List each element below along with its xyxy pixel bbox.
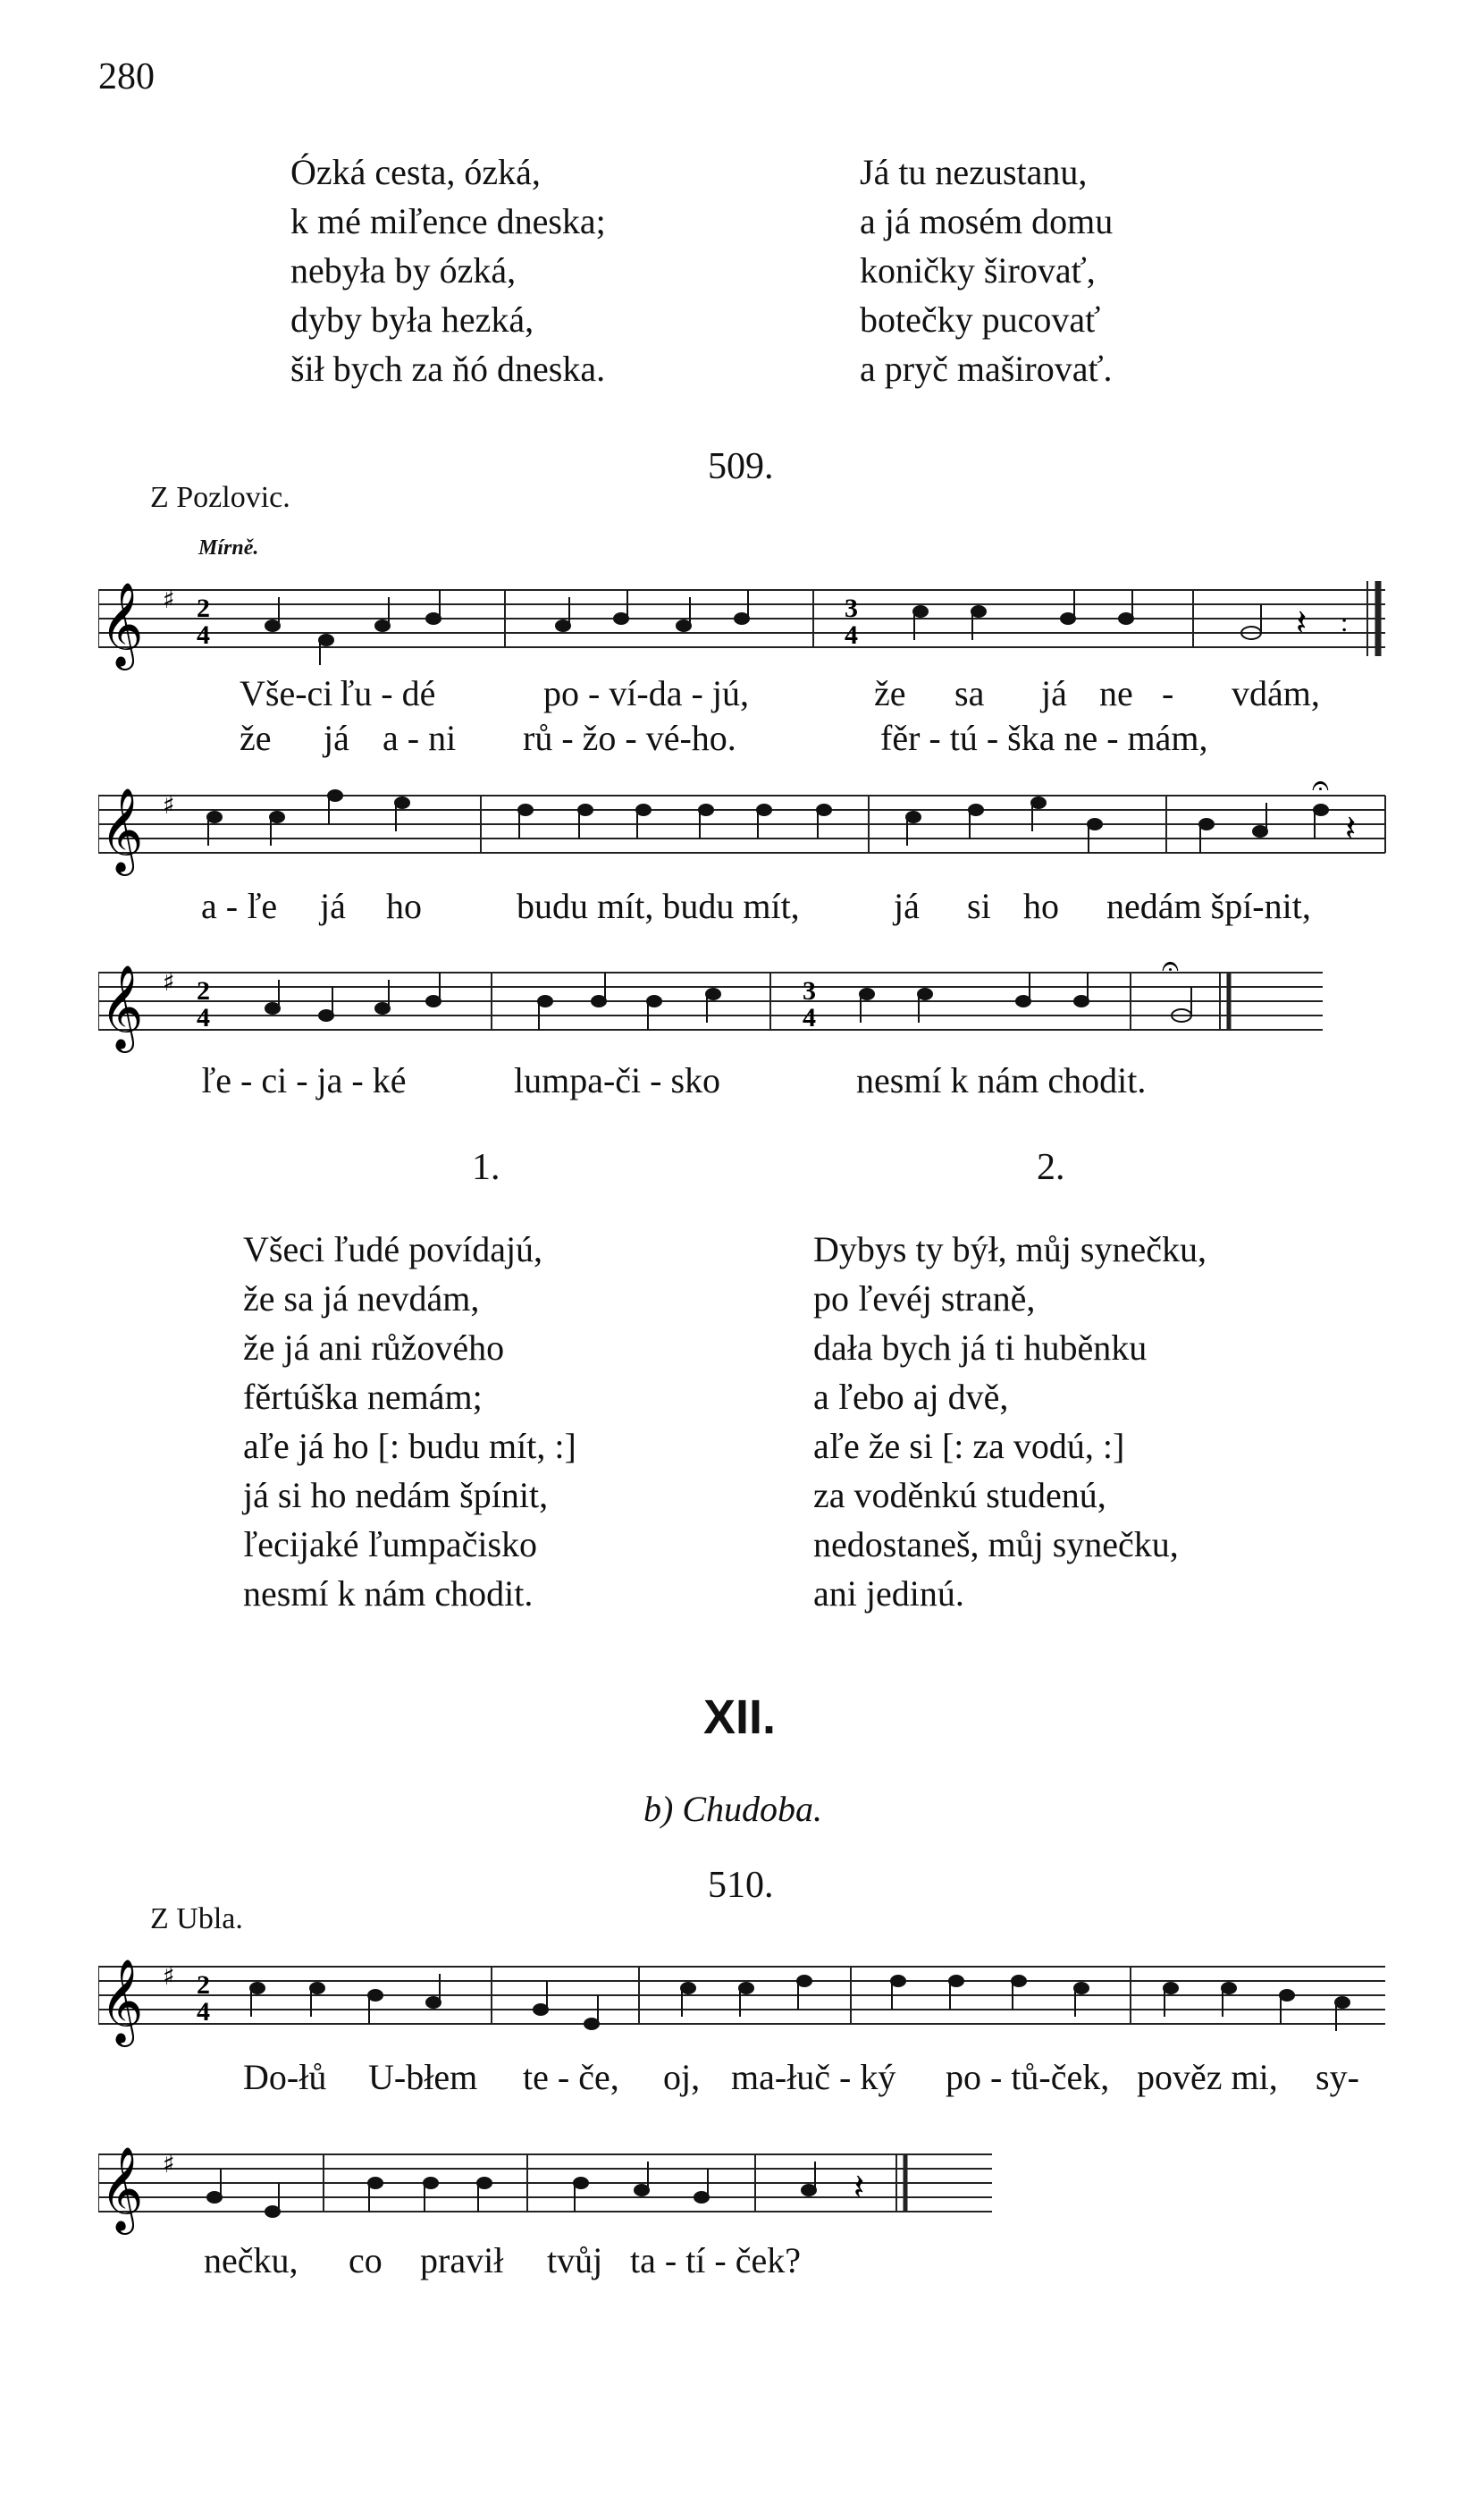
verse-line: já si ho nedám špínit, xyxy=(243,1475,549,1515)
lyric: a - ľe xyxy=(201,886,278,926)
song-origin: Z Pozlovic. xyxy=(150,481,290,514)
verse-line: Já tu nezustanu, xyxy=(860,152,1088,192)
top-verse-left xyxy=(290,147,606,393)
lyric: Do-łů xyxy=(243,2057,327,2097)
lyric: ne xyxy=(1099,673,1133,713)
lyric: ta - tí - ček? xyxy=(630,2240,801,2280)
section-subtitle: b) Chudoba. xyxy=(643,1789,822,1829)
verse-1 xyxy=(243,1225,576,1618)
lyric: že xyxy=(874,673,906,713)
note-head xyxy=(375,620,390,631)
verse-line: nebyła by ózká, xyxy=(290,250,517,291)
verse-number: 1. xyxy=(472,1147,500,1188)
lyric: já xyxy=(324,718,349,758)
lyric: ľu - dé xyxy=(340,673,436,713)
verse-line: a já mosém domu xyxy=(860,201,1114,241)
svg-text:𝄐: 𝄐 xyxy=(1312,778,1329,804)
verse-line: aľe já ho [: budu mít, :] xyxy=(243,1426,576,1466)
lyric: že xyxy=(240,718,272,758)
svg-text:3: 3 xyxy=(803,976,816,1006)
lyric: oj, xyxy=(663,2057,701,2097)
svg-text:𝄽: 𝄽 xyxy=(853,2167,865,2208)
verse-number: 2. xyxy=(1037,1147,1065,1188)
svg-text::: : xyxy=(1341,608,1349,637)
svg-text:𝄐: 𝄐 xyxy=(1162,955,1179,984)
verse-line: koničky širovať, xyxy=(860,250,1096,291)
verse-line: fěrtúška nemám; xyxy=(243,1377,483,1417)
verse-line: nesmí k nám chodit. xyxy=(243,1573,534,1614)
music-staff xyxy=(98,778,1394,876)
note-head xyxy=(265,620,280,631)
music-staff xyxy=(98,2137,1010,2235)
verse-line: dała bych já ti huběnku xyxy=(813,1327,1148,1368)
verse-line: Ózká cesta, ózká, xyxy=(290,152,541,192)
lyric: pravił xyxy=(420,2240,504,2280)
lyric: - xyxy=(1162,673,1174,713)
svg-text:♯: ♯ xyxy=(163,585,175,614)
verse-line: ani jedinú. xyxy=(813,1573,964,1614)
verse-line: a pryč maširovať. xyxy=(860,349,1113,389)
note-head xyxy=(319,635,333,645)
treble-clef-icon: 𝄞 xyxy=(100,582,144,667)
verse-line: že sa já nevdám, xyxy=(243,1278,480,1319)
note-head xyxy=(735,613,749,624)
music-staff xyxy=(98,1949,1394,2047)
note-head xyxy=(913,606,928,617)
lyric: vdám, xyxy=(1232,673,1320,713)
note-head xyxy=(614,613,628,624)
lyric: nedám špí-nit, xyxy=(1106,886,1311,926)
verse-line: a ľebo aj dvě, xyxy=(813,1377,1009,1417)
svg-text:♯: ♯ xyxy=(163,2149,175,2179)
section-heading: XII. xyxy=(703,1690,777,1744)
page-number: 280 xyxy=(98,56,155,97)
treble-clef-icon: 𝄞 xyxy=(100,788,144,872)
svg-text:♯: ♯ xyxy=(163,967,175,997)
verse-line: po ľevéj straně, xyxy=(813,1278,1036,1319)
svg-text:𝄽: 𝄽 xyxy=(1296,603,1307,644)
svg-text:♯: ♯ xyxy=(163,1961,175,1991)
lyric: budu mít, budu mít, xyxy=(517,886,800,926)
svg-text:2: 2 xyxy=(197,1970,210,2000)
time-signature-numerator: 2 xyxy=(197,594,210,623)
svg-text:4: 4 xyxy=(197,1003,210,1032)
tempo-marking: Mírně. xyxy=(198,536,259,560)
verse-line: ľecijaké ľumpačisko xyxy=(243,1524,538,1564)
svg-text:4: 4 xyxy=(197,1997,210,2027)
lyric: tvůj xyxy=(547,2240,603,2280)
treble-clef-icon: 𝄞 xyxy=(100,1959,144,2044)
lyric: pověz mi, xyxy=(1137,2057,1278,2097)
svg-text:♯: ♯ xyxy=(163,790,175,820)
lyric: Vše-ci xyxy=(240,673,333,713)
time-signature-numerator: 3 xyxy=(845,594,858,623)
lyric: lumpa-či - sko xyxy=(514,1060,721,1100)
lyric: nečku, xyxy=(204,2240,298,2280)
note-head xyxy=(556,620,570,631)
svg-text:4: 4 xyxy=(803,1003,816,1032)
lyric: nesmí k nám chodit. xyxy=(856,1060,1147,1100)
lyric: ma-łuč - ký xyxy=(731,2057,896,2097)
lyric: sa xyxy=(954,673,985,713)
lyric: ľe - ci - ja - ké xyxy=(201,1060,407,1100)
verse-line: botečky pucovať xyxy=(860,299,1101,340)
treble-clef-icon: 𝄞 xyxy=(100,2146,144,2231)
lyric: já xyxy=(1041,673,1067,713)
verse-line: aľe že si [: za vodú, :] xyxy=(813,1426,1125,1466)
note-head xyxy=(677,620,691,631)
lyric: ho xyxy=(386,886,422,926)
verse-line: nedostaneš, můj synečku, xyxy=(813,1524,1179,1564)
lyric: co xyxy=(349,2240,383,2280)
lyric: fěr - tú - ška ne - mám, xyxy=(880,718,1208,758)
lyric: sy- xyxy=(1316,2057,1359,2097)
lyric: U-błem xyxy=(368,2057,478,2097)
lyric: po - tů-ček, xyxy=(946,2057,1110,2097)
song-number: 509. xyxy=(708,446,774,487)
verse-line: za voděnkú studenú, xyxy=(813,1475,1106,1515)
verse-line: k mé miľence dneska; xyxy=(290,201,606,241)
lyric: ho xyxy=(1023,886,1059,926)
lyric: si xyxy=(967,886,991,926)
song-origin: Z Ubla. xyxy=(150,1902,243,1935)
lyric: já xyxy=(894,886,920,926)
verse-line: že já ani růžového xyxy=(243,1327,505,1368)
top-verse-right xyxy=(860,147,1113,393)
verse-line: Všeci ľudé povídajú, xyxy=(243,1229,543,1269)
verse-2 xyxy=(813,1225,1207,1618)
lyric: já xyxy=(320,886,346,926)
treble-clef-icon: 𝄞 xyxy=(100,965,144,1049)
music-staff xyxy=(98,955,1332,1053)
lyric: a - ni xyxy=(383,718,457,758)
verse-line: dyby była hezká, xyxy=(290,299,534,340)
lyric: po - ví-da - jú, xyxy=(543,673,749,713)
svg-text:𝄽: 𝄽 xyxy=(1345,808,1357,849)
note-head xyxy=(1119,613,1133,624)
svg-text:2: 2 xyxy=(197,976,210,1006)
song-number: 510. xyxy=(708,1865,774,1906)
note-head xyxy=(426,613,441,624)
verse-line: šił bych za ňó dneska. xyxy=(290,349,606,389)
lyric: rů - žo - vé-ho. xyxy=(523,718,736,758)
music-staff xyxy=(98,572,1394,670)
verse-line: Dybys ty býł, můj synečku, xyxy=(813,1229,1207,1269)
time-signature-denominator: 4 xyxy=(845,620,858,650)
lyric: te - če, xyxy=(523,2057,619,2097)
time-signature-denominator: 4 xyxy=(197,620,210,650)
note-head xyxy=(971,606,986,617)
note-head xyxy=(1061,613,1075,624)
